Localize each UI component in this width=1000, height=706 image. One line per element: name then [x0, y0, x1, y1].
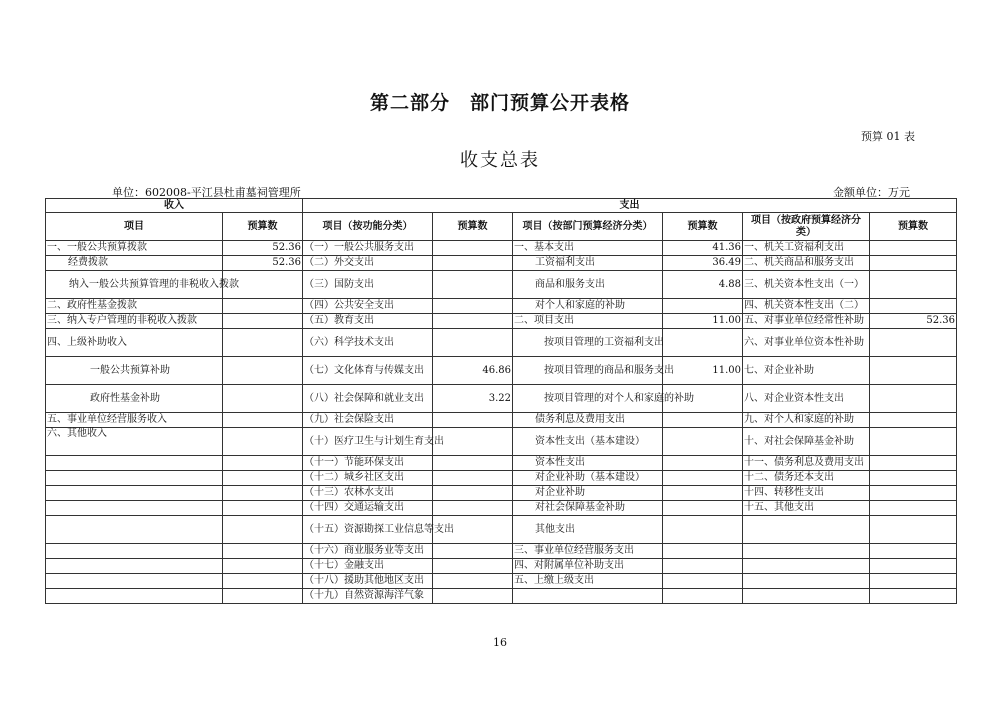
dept-econ-amount — [663, 471, 743, 486]
function-item: （八）社会保障和就业支出 — [303, 385, 433, 413]
gov-econ-amount: 52.36 — [870, 314, 957, 329]
income-item — [46, 589, 223, 604]
gov-econ-item: 二、机关商品和服务支出 — [743, 256, 870, 271]
dept-econ-amount — [663, 574, 743, 589]
function-item: （六）科学技术支出 — [303, 329, 433, 357]
income-amount — [223, 357, 303, 385]
income-item: 五、事业单位经营服务收入 — [46, 413, 223, 428]
dept-econ-amount — [663, 501, 743, 516]
table-row — [46, 385, 957, 413]
function-amount — [433, 329, 513, 357]
gov-econ-item — [743, 589, 870, 604]
gov-econ-item — [743, 516, 870, 544]
function-item: （十三）农林水支出 — [303, 486, 433, 501]
dept-econ-item: 一、基本支出 — [513, 241, 663, 256]
dept-econ-amount — [663, 486, 743, 501]
dept-econ-amount — [663, 516, 743, 544]
function-item: （五）教育支出 — [303, 314, 433, 329]
income-item: 纳入一般公共预算管理的非税收入拨款 — [46, 271, 223, 299]
income-item: 三、纳入专户管理的非税收入拨款 — [46, 314, 223, 329]
dept-econ-amount — [663, 299, 743, 314]
income-item: 四、上级补助收入 — [46, 329, 223, 357]
gov-econ-item: 九、对个人和家庭的补助 — [743, 413, 870, 428]
table-row — [46, 428, 957, 456]
gov-econ-amount — [870, 486, 957, 501]
col-header-income-amount: 预算数 — [223, 213, 303, 241]
dept-econ-amount: 41.36 — [663, 241, 743, 256]
income-item: 六、其他收入 — [46, 428, 223, 456]
gov-econ-amount — [870, 574, 957, 589]
function-item: （十九）自然资源海洋气象 — [303, 589, 433, 604]
gov-econ-item: 四、机关资本性支出（二） — [743, 299, 870, 314]
function-item: （十）医疗卫生与计划生育支出 — [303, 428, 433, 456]
function-amount — [433, 299, 513, 314]
function-item: （十八）援助其他地区支出 — [303, 574, 433, 589]
dept-econ-item: 三、事业单位经营服务支出 — [513, 544, 663, 559]
col-header-gov-econ-item: 项目（按政府预算经济分类） — [743, 213, 870, 241]
dept-econ-amount: 11.00 — [663, 357, 743, 385]
function-amount: 46.86 — [433, 357, 513, 385]
income-amount — [223, 299, 303, 314]
dept-econ-amount: 11.00 — [663, 314, 743, 329]
dept-econ-amount — [663, 559, 743, 574]
gov-econ-item — [743, 544, 870, 559]
dept-econ-amount — [663, 589, 743, 604]
gov-econ-amount — [870, 329, 957, 357]
function-amount — [433, 589, 513, 604]
gov-econ-amount — [870, 413, 957, 428]
part-title: 第二部分 部门预算公开表格 — [369, 92, 630, 114]
gov-econ-amount — [870, 589, 957, 604]
dept-econ-item: 四、对附属单位补助支出 — [513, 559, 663, 574]
income-amount — [223, 385, 303, 413]
gov-econ-item: 六、对事业单位资本性补助 — [743, 329, 870, 357]
gov-econ-item — [743, 574, 870, 589]
gov-econ-item: 七、对企业补助 — [743, 357, 870, 385]
gov-econ-item: 十、对社会保障基金补助 — [743, 428, 870, 456]
gov-econ-item: 十一、债务利息及费用支出 — [743, 456, 870, 471]
income-group-header: 收入 — [46, 199, 303, 213]
gov-econ-amount — [870, 544, 957, 559]
function-amount — [433, 314, 513, 329]
function-item: （三）国防支出 — [303, 271, 433, 299]
gov-econ-amount — [870, 299, 957, 314]
income-amount — [223, 428, 303, 456]
function-item: （七）文化体育与传媒支出 — [303, 357, 433, 385]
dept-econ-item: 债务利息及费用支出 — [513, 413, 663, 428]
dept-econ-item: 二、项目支出 — [513, 314, 663, 329]
table-code: 预算 01 表 — [861, 130, 915, 143]
income-amount — [223, 314, 303, 329]
income-amount — [223, 516, 303, 544]
income-item — [46, 559, 223, 574]
function-item: （九）社会保险支出 — [303, 413, 433, 428]
income-item — [46, 516, 223, 544]
income-item: 经费拨款 — [46, 256, 223, 271]
dept-econ-item: 资本性支出 — [513, 456, 663, 471]
dept-econ-item: 商品和服务支出 — [513, 271, 663, 299]
function-amount — [433, 256, 513, 271]
gov-econ-item: 八、对企业资本性支出 — [743, 385, 870, 413]
function-amount — [433, 413, 513, 428]
table-row — [46, 456, 957, 471]
function-amount — [433, 501, 513, 516]
table-title: 收支总表 — [460, 150, 540, 171]
gov-econ-amount — [870, 471, 957, 486]
table-row — [46, 486, 957, 501]
table-row — [46, 516, 957, 544]
income-item — [46, 501, 223, 516]
function-amount — [433, 559, 513, 574]
income-item — [46, 574, 223, 589]
gov-econ-item: 十四、转移性支出 — [743, 486, 870, 501]
income-item — [46, 456, 223, 471]
income-amount: 52.36 — [223, 241, 303, 256]
col-header-income-item: 项目 — [46, 213, 223, 241]
dept-econ-amount — [663, 428, 743, 456]
gov-econ-item: 五、对事业单位经常性补助 — [743, 314, 870, 329]
table-row — [46, 501, 957, 516]
dept-econ-item: 五、上缴上级支出 — [513, 574, 663, 589]
gov-econ-amount — [870, 501, 957, 516]
gov-econ-item: 十二、债务还本支出 — [743, 471, 870, 486]
dept-econ-item: 对社会保障基金补助 — [513, 501, 663, 516]
gov-econ-item: 一、机关工资福利支出 — [743, 241, 870, 256]
function-item: （十六）商业服务业等支出 — [303, 544, 433, 559]
gov-econ-amount — [870, 456, 957, 471]
income-amount — [223, 589, 303, 604]
income-item: 政府性基金补助 — [46, 385, 223, 413]
table-row — [46, 574, 957, 589]
dept-econ-item: 工资福利支出 — [513, 256, 663, 271]
col-header-gov-econ-amount: 预算数 — [870, 213, 957, 241]
table-row — [46, 357, 957, 385]
table-row — [46, 559, 957, 574]
function-amount — [433, 456, 513, 471]
income-amount — [223, 544, 303, 559]
dept-econ-item: 对个人和家庭的补助 — [513, 299, 663, 314]
amount-unit: 金额单位：万元 — [833, 186, 910, 199]
dept-econ-amount — [663, 329, 743, 357]
function-amount — [433, 428, 513, 456]
table-row — [46, 589, 957, 604]
col-header-function-amount: 预算数 — [433, 213, 513, 241]
dept-econ-item: 其他支出 — [513, 516, 663, 544]
income-amount — [223, 413, 303, 428]
dept-econ-amount — [663, 544, 743, 559]
dept-econ-item: 资本性支出（基本建设） — [513, 428, 663, 456]
function-item: （十五）资源勘探工业信息等支出 — [303, 516, 433, 544]
gov-econ-amount — [870, 428, 957, 456]
col-header-function-item: 项目（按功能分类） — [303, 213, 433, 241]
function-item: （一）一般公共服务支出 — [303, 241, 433, 256]
budget-summary-table — [45, 198, 957, 604]
dept-econ-item: 按项目管理的对个人和家庭的补助 — [513, 385, 663, 413]
table-row — [46, 241, 957, 256]
income-item — [46, 471, 223, 486]
function-amount — [433, 241, 513, 256]
income-amount: 52.36 — [223, 256, 303, 271]
function-amount — [433, 544, 513, 559]
gov-econ-item: 十五、其他支出 — [743, 501, 870, 516]
gov-econ-amount — [870, 559, 957, 574]
dept-econ-item: 对企业补助 — [513, 486, 663, 501]
table-row — [46, 314, 957, 329]
function-item: （十四）交通运输支出 — [303, 501, 433, 516]
table-row — [46, 471, 957, 486]
page-number: 16 — [493, 636, 507, 649]
function-item: （二）外交支出 — [303, 256, 433, 271]
table-row — [46, 299, 957, 314]
function-amount — [433, 574, 513, 589]
gov-econ-item: 三、机关资本性支出（一） — [743, 271, 870, 299]
income-item: 二、政府性基金拨款 — [46, 299, 223, 314]
unit-name: 单位：602008-平江县杜甫墓祠管理所 — [112, 186, 301, 199]
function-item: （十一）节能环保支出 — [303, 456, 433, 471]
gov-econ-amount — [870, 271, 957, 299]
dept-econ-amount: 4.88 — [663, 271, 743, 299]
function-item: （十二）城乡社区支出 — [303, 471, 433, 486]
table-row — [46, 271, 957, 299]
gov-econ-item — [743, 559, 870, 574]
income-item: 一般公共预算补助 — [46, 357, 223, 385]
function-item: （十七）金融支出 — [303, 559, 433, 574]
expense-group-header: 支出 — [303, 199, 957, 213]
income-amount — [223, 471, 303, 486]
function-item: （四）公共安全支出 — [303, 299, 433, 314]
income-amount — [223, 456, 303, 471]
table-row — [46, 256, 957, 271]
table-row — [46, 329, 957, 357]
dept-econ-item — [513, 589, 663, 604]
table-row — [46, 413, 957, 428]
dept-econ-amount — [663, 413, 743, 428]
income-amount — [223, 501, 303, 516]
gov-econ-amount — [870, 256, 957, 271]
function-amount — [433, 471, 513, 486]
dept-econ-item: 按项目管理的工资福利支出 — [513, 329, 663, 357]
table-row — [46, 544, 957, 559]
function-amount — [433, 271, 513, 299]
gov-econ-amount — [870, 241, 957, 256]
gov-econ-amount — [870, 385, 957, 413]
income-item: 一、一般公共预算拨款 — [46, 241, 223, 256]
income-amount — [223, 574, 303, 589]
dept-econ-amount — [663, 456, 743, 471]
income-amount — [223, 559, 303, 574]
col-header-dept-econ-item: 项目（按部门预算经济分类） — [513, 213, 663, 241]
function-amount: 3.22 — [433, 385, 513, 413]
dept-econ-amount: 36.49 — [663, 256, 743, 271]
gov-econ-amount — [870, 357, 957, 385]
function-amount — [433, 486, 513, 501]
income-amount — [223, 486, 303, 501]
income-amount — [223, 329, 303, 357]
col-header-dept-econ-amount: 预算数 — [663, 213, 743, 241]
dept-econ-item: 按项目管理的商品和服务支出 — [513, 357, 663, 385]
dept-econ-item: 对企业补助（基本建设） — [513, 471, 663, 486]
income-item — [46, 544, 223, 559]
gov-econ-amount — [870, 516, 957, 544]
income-item — [46, 486, 223, 501]
